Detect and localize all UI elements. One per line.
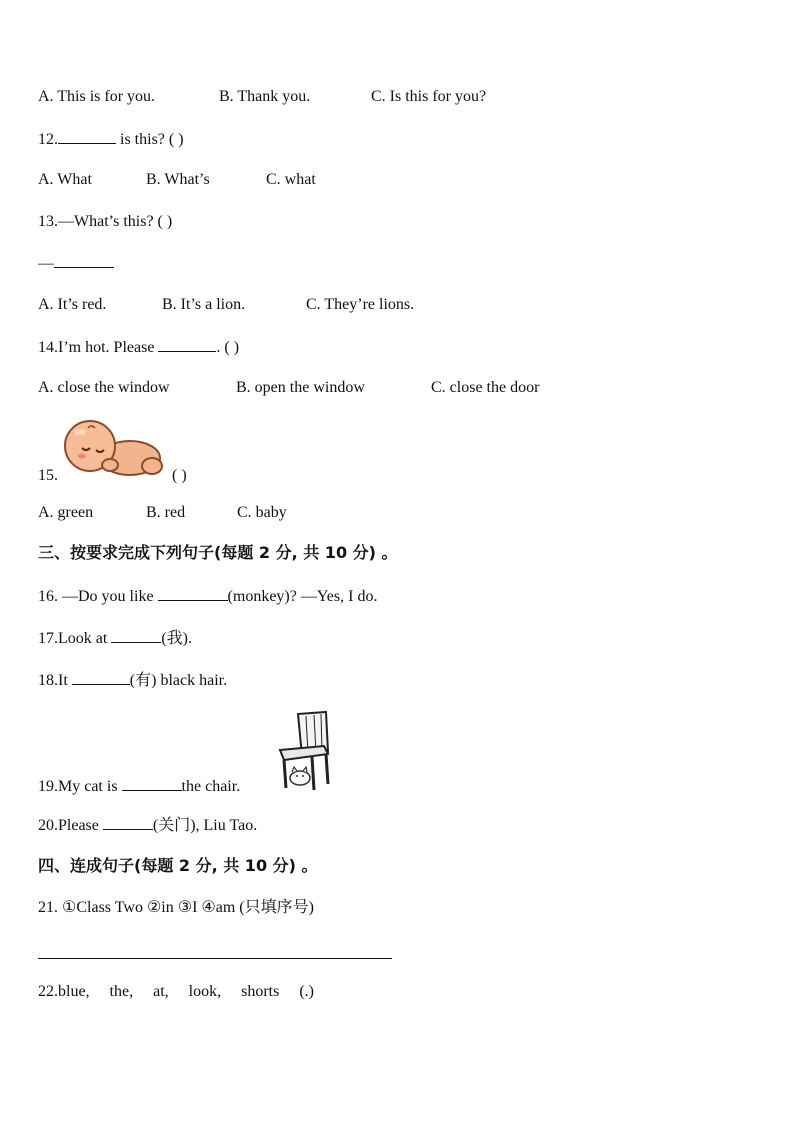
q14-option-a: A. close the window	[38, 379, 170, 396]
q15-option-c: C. baby	[237, 504, 287, 521]
q13-stem: 13.—What’s this? ( )	[38, 213, 173, 230]
q16-post: (monkey)? —Yes, I do.	[227, 588, 378, 605]
q21-answer-line[interactable]	[38, 958, 392, 959]
q11-option-c: C. Is this for you?	[371, 88, 487, 105]
q17-stem	[38, 628, 192, 649]
q14-option-c: C. close the door	[431, 379, 540, 396]
q18-pre: 18.It	[38, 672, 72, 689]
q13-option-c: C. They’re lions.	[306, 296, 415, 313]
q20-post: (关门), Liu Tao.	[152, 817, 258, 834]
q14-pre: 14.I’m hot. Please	[38, 339, 159, 356]
q19-stem	[38, 776, 240, 797]
q19-post: the chair.	[181, 778, 241, 795]
q13-option-b: B. It’s a lion.	[162, 296, 246, 313]
q16-stem	[38, 586, 377, 607]
q11-option-b: B. Thank you.	[219, 88, 311, 105]
q19-answer-blank[interactable]	[122, 776, 182, 791]
q13-answer-line	[38, 253, 114, 274]
q12-text: is this? ( )	[116, 131, 184, 148]
q13-answer-blank[interactable]	[54, 253, 114, 268]
q22-stem: 22.blue, the, at, look, shorts (.)	[38, 983, 314, 1000]
q20-stem	[38, 815, 257, 836]
q12-option-c: C. what	[266, 171, 316, 188]
q18-stem	[38, 670, 227, 691]
section-4-heading: 四、连成句子(每题 2 分, 共 10 分) 。	[38, 856, 318, 875]
q19-pre: 19.My cat is	[38, 778, 122, 795]
q17-pre: 17.Look at	[38, 630, 112, 647]
q21-stem: 21. ①Class Two ②in ③I ④am (只填序号)	[38, 899, 314, 916]
sleeping-baby-image	[60, 418, 164, 480]
q20-pre: 20.Please	[38, 817, 103, 834]
q12-answer-blank[interactable]	[58, 129, 116, 144]
q11-option-a: A. This is for you.	[38, 88, 156, 105]
q15-option-a: A. green	[38, 504, 94, 521]
q16-pre: 16. —Do you like	[38, 588, 158, 605]
q18-post: (有) black hair.	[129, 672, 228, 689]
q14-answer-blank[interactable]	[158, 337, 216, 352]
q15-number: 15.	[38, 467, 58, 484]
q13-dash: —	[38, 255, 54, 272]
q15-option-b: B. red	[146, 504, 186, 521]
chair-with-cat-image	[276, 710, 334, 792]
q12-option-a: A. What	[38, 171, 92, 188]
q15-answer-paren: ( )	[172, 467, 187, 484]
q14-post: . ( )	[216, 339, 240, 356]
q12-option-b: B. What’s	[146, 171, 210, 188]
q17-answer-blank[interactable]	[111, 628, 161, 643]
q17-post: (我).	[161, 630, 192, 647]
q12-number: 12.	[38, 131, 58, 148]
q16-answer-blank[interactable]	[158, 586, 228, 601]
q13-option-a: A. It’s red.	[38, 296, 107, 313]
section-3-heading: 三、按要求完成下列句子(每题 2 分, 共 10 分) 。	[38, 543, 398, 562]
q12-stem	[38, 129, 184, 150]
q18-answer-blank[interactable]	[72, 670, 130, 685]
q14-option-b: B. open the window	[236, 379, 365, 396]
q14-stem	[38, 337, 239, 358]
q20-answer-blank[interactable]	[103, 815, 153, 830]
